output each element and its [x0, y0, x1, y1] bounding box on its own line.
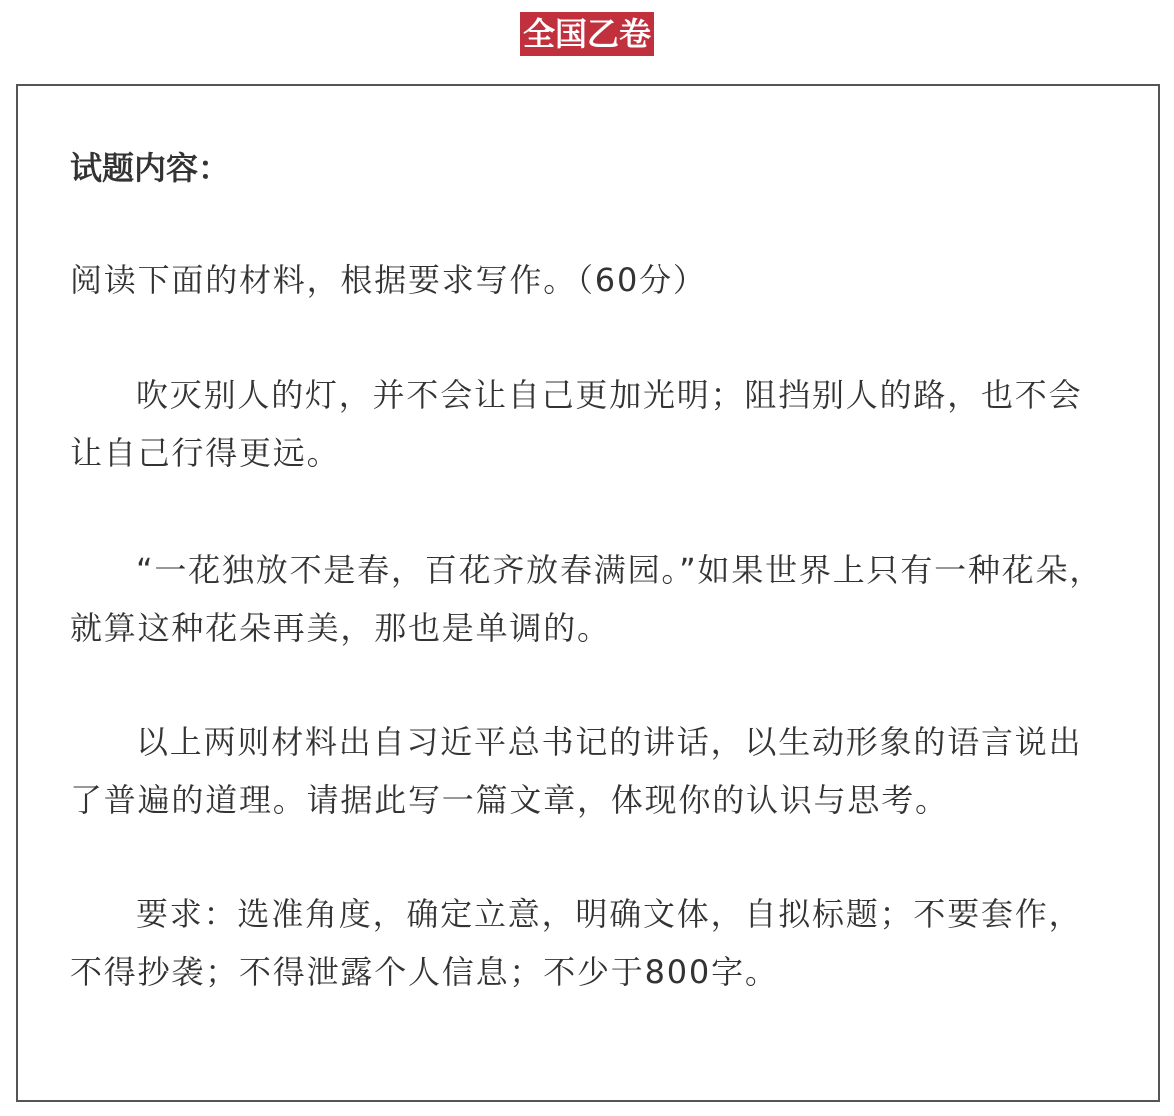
badge-container — [0, 12, 1174, 56]
instruction-text: 阅读下面的材料，根据要求写作。（60分） — [70, 261, 707, 299]
requirements-paragraph: 要求：选准角度，确定立意，明确文体，自拟标题；不要套作，不得抄袭；不得泄露个人信息；不少于800字。 — [70, 895, 1083, 991]
material-paragraph-3: 以上两则材料出自习近平总书记的讲话，以生动形象的语言说出了普遍的道理。请据此写一篇文章，体现你的认识与思考。 — [70, 723, 1083, 819]
question-heading: 试题内容： — [70, 149, 231, 187]
region-badge: 全国乙卷 — [520, 12, 654, 56]
material-paragraph-1: 吹灭别人的灯，并不会让自己更加光明；阻挡别人的路，也不会让自己行得更远。 — [70, 376, 1083, 472]
question-box — [16, 84, 1160, 1102]
material-paragraph-2: “一花独放不是春，百花齐放春满园。”如果世界上只有一种花朵，就算这种花朵再美，那也是单调的。 — [70, 551, 1104, 647]
